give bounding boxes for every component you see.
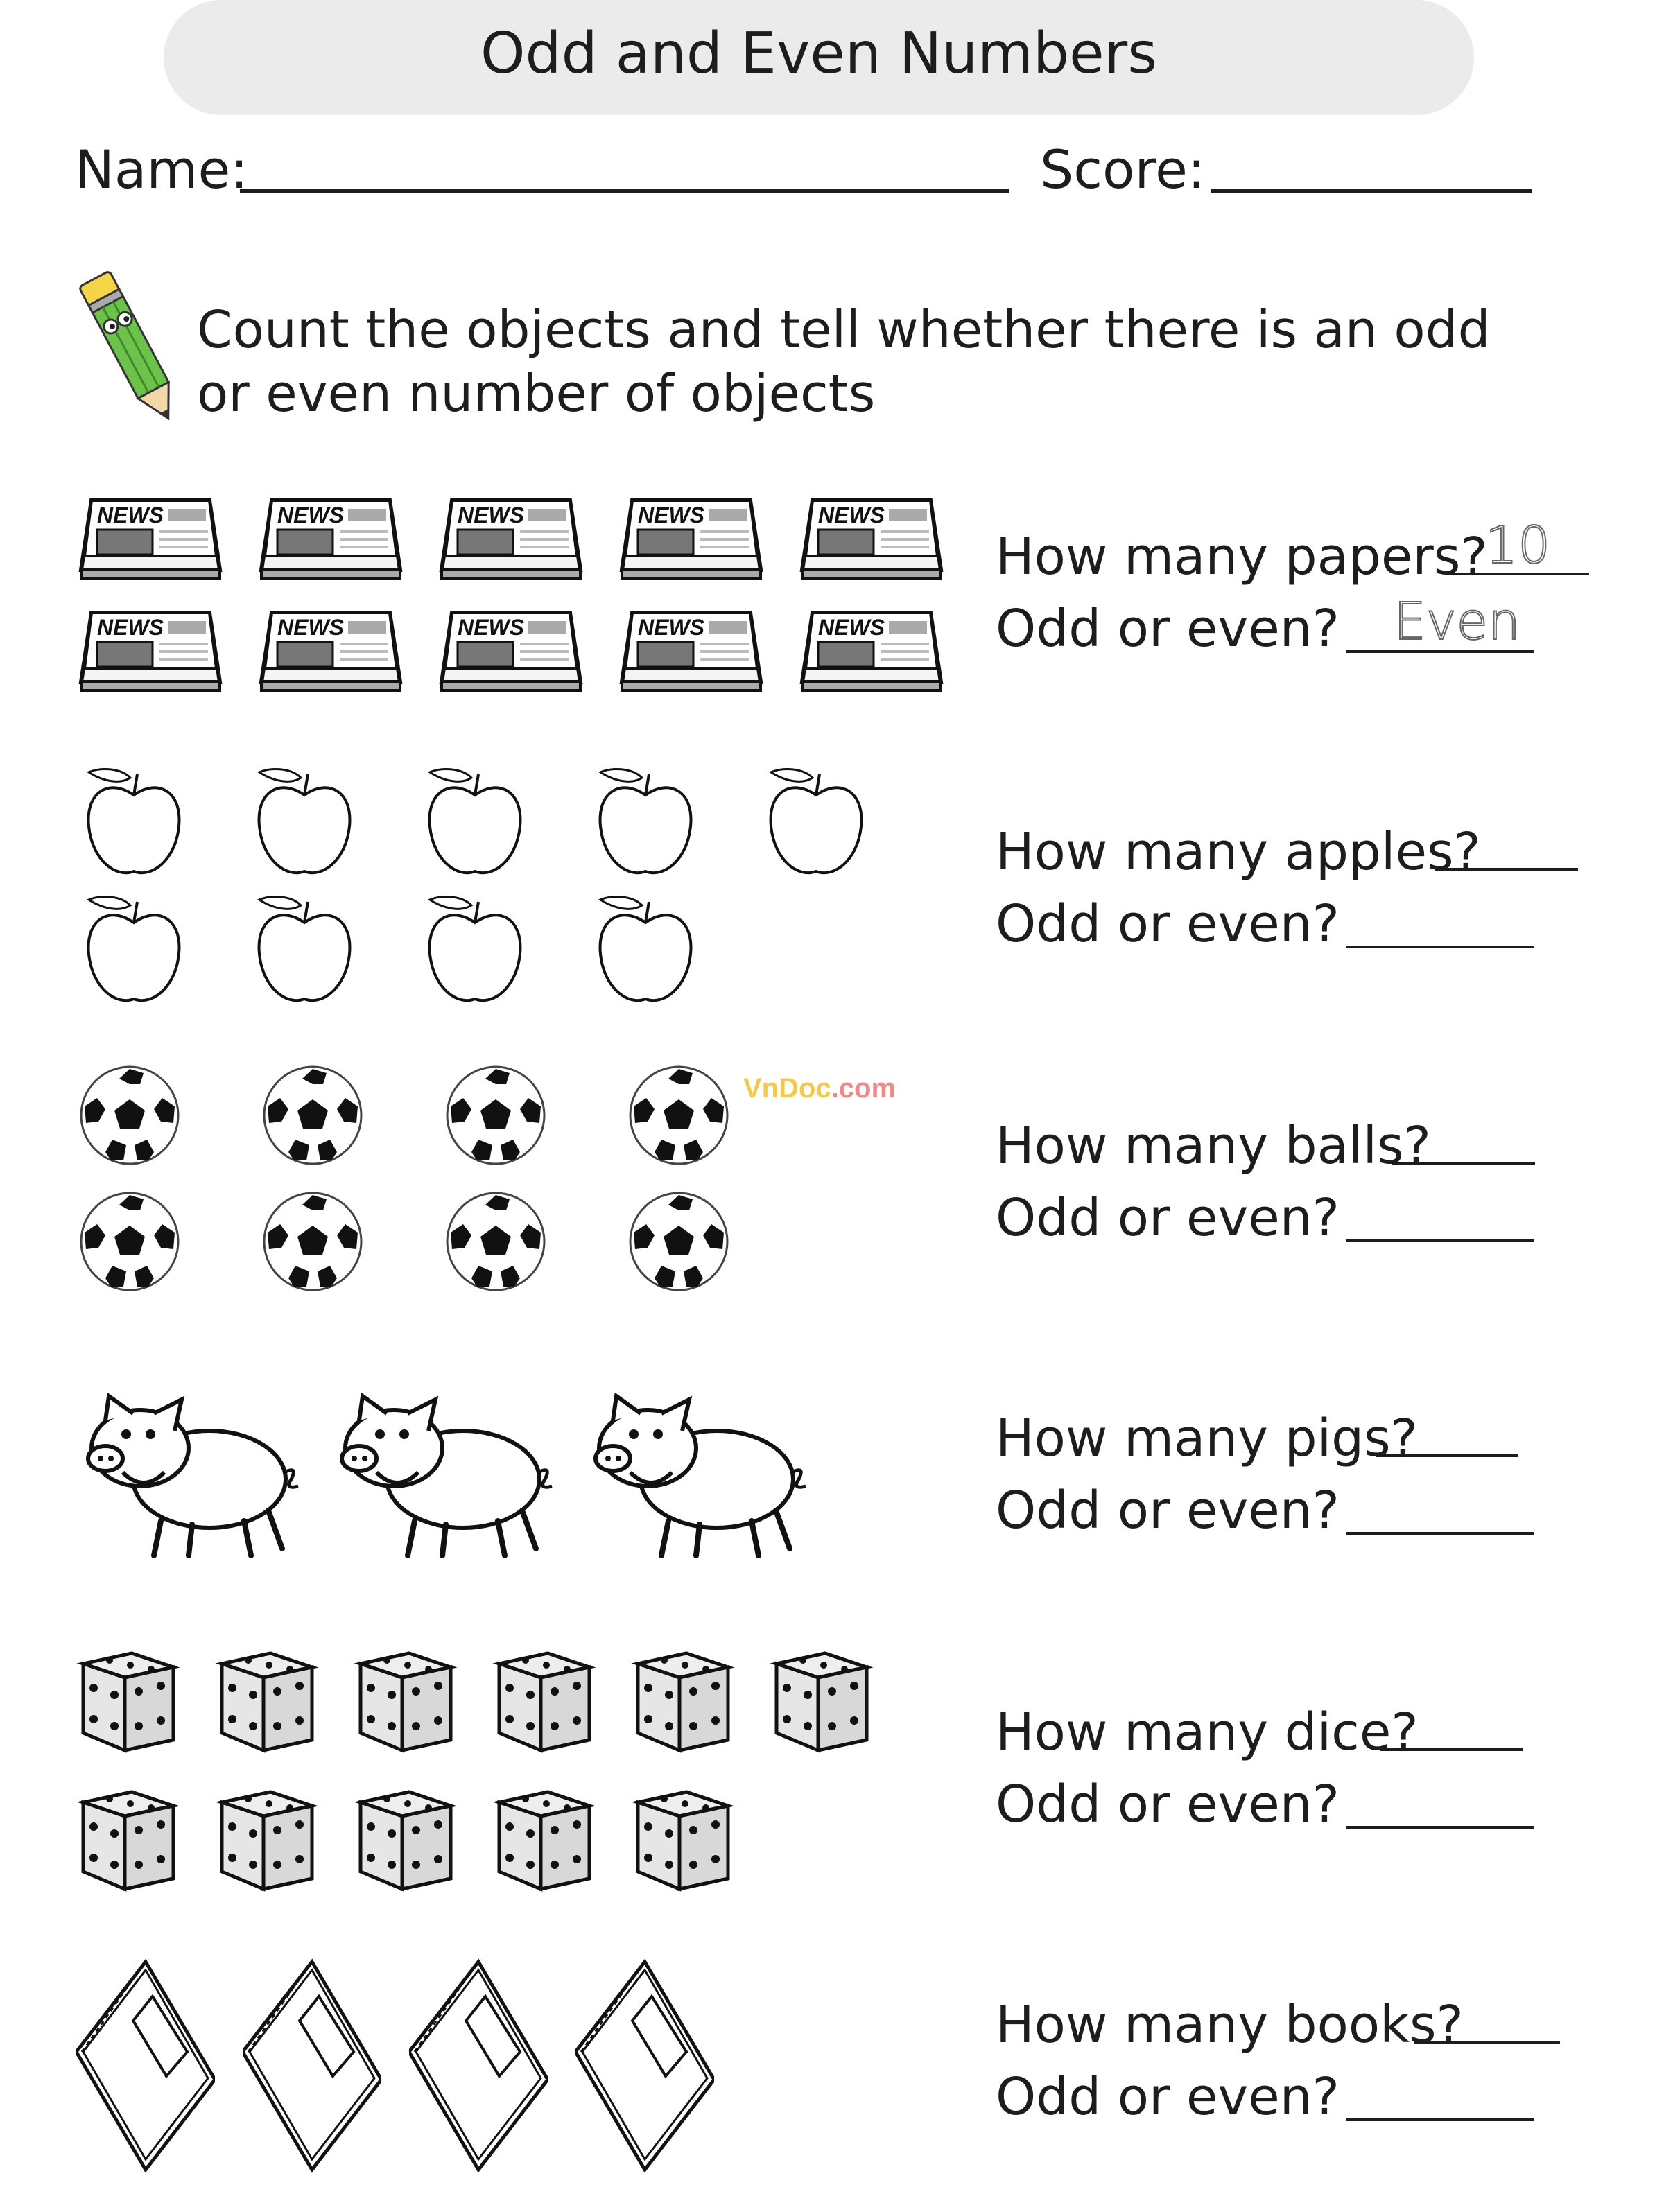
odd-even-question-apple: Odd or even? [996, 894, 1340, 954]
count-answer-line-apple[interactable] [1435, 868, 1578, 871]
watermark [743, 1073, 896, 1104]
odd-even-question-paper: Odd or even? [996, 599, 1340, 659]
count-answer-paper[interactable]: 10 [1485, 516, 1551, 575]
soccer-ball-icon [78, 1190, 182, 1294]
apple-icon [593, 764, 697, 882]
dice-icon [76, 1636, 180, 1754]
odd-even-question-die: Odd or even? [996, 1775, 1340, 1834]
newspaper-icon [799, 494, 944, 584]
dice-icon [354, 1775, 458, 1892]
newspaper-icon [799, 606, 944, 696]
dice-icon [215, 1775, 319, 1892]
odd-even-question-book: Odd or even? [996, 2067, 1340, 2127]
count-answer-line-die[interactable] [1380, 1748, 1523, 1751]
svg-text:NEWS: NEWS [818, 503, 885, 528]
count-question-die: How many dice? [996, 1702, 1419, 1762]
dice-icon [770, 1636, 874, 1754]
count-question-apple: How many apples? [996, 822, 1481, 882]
score-label: Score: [1040, 139, 1206, 200]
count-question-ball: How many balls? [996, 1116, 1431, 1176]
apple-icon [593, 891, 697, 1009]
apple-icon [252, 764, 356, 882]
odd-even-question-pig: Odd or even? [996, 1481, 1340, 1540]
newspaper-icon [258, 606, 404, 696]
pig-icon [78, 1382, 300, 1562]
odd-even-answer-paper[interactable]: Even [1394, 592, 1520, 652]
notebook-icon [409, 1955, 548, 2177]
apple-icon [82, 764, 186, 882]
svg-text:NEWS: NEWS [277, 615, 344, 640]
watermark-part-2: .com [831, 1073, 896, 1104]
odd-even-answer-line-ball[interactable] [1346, 1239, 1534, 1242]
dice-icon [215, 1636, 319, 1754]
soccer-ball-icon [444, 1063, 548, 1167]
soccer-ball-icon [261, 1063, 365, 1167]
soccer-ball-icon [627, 1063, 731, 1167]
newspaper-icon [438, 494, 584, 584]
svg-text:NEWS: NEWS [458, 615, 524, 640]
svg-text:NEWS: NEWS [458, 503, 524, 528]
svg-text:NEWS: NEWS [277, 503, 344, 528]
notebook-icon [76, 1955, 215, 2177]
count-answer-line-book[interactable] [1414, 2041, 1560, 2044]
newspaper-icon [618, 494, 764, 584]
svg-text:NEWS: NEWS [97, 503, 164, 528]
pig-icon [331, 1382, 553, 1562]
dice-icon [354, 1636, 458, 1754]
instructions-text: Count the objects and tell whether there is an odd or even number of objects [197, 300, 1491, 424]
apple-icon [82, 891, 186, 1009]
apple-icon [252, 891, 356, 1009]
apple-icon [423, 891, 527, 1009]
odd-even-answer-line-book[interactable] [1346, 2118, 1534, 2121]
score-input-line[interactable] [1211, 189, 1532, 193]
odd-even-answer-line-die[interactable] [1346, 1826, 1534, 1829]
newspaper-icon [438, 606, 584, 696]
apple-icon [423, 764, 527, 882]
odd-even-question-ball: Odd or even? [996, 1188, 1340, 1248]
pig-icon [585, 1382, 807, 1562]
svg-text:NEWS: NEWS [638, 503, 704, 528]
watermark-part-1: VnDoc [743, 1073, 831, 1104]
newspaper-icon [618, 606, 764, 696]
newspaper-icon [258, 494, 404, 584]
pencil-mascot-icon [69, 256, 187, 430]
soccer-ball-icon [261, 1190, 365, 1294]
dice-icon [492, 1636, 596, 1754]
odd-even-answer-line-pig[interactable] [1346, 1532, 1534, 1535]
page-title: Odd and Even Numbers [480, 21, 1157, 87]
name-label: Name: [75, 139, 248, 200]
count-answer-line-ball[interactable] [1392, 1162, 1535, 1165]
count-question-pig: How many pigs? [996, 1409, 1418, 1468]
count-answer-line-pig[interactable] [1376, 1454, 1518, 1457]
dice-icon [492, 1775, 596, 1892]
svg-text:NEWS: NEWS [638, 615, 704, 640]
odd-even-answer-line-apple[interactable] [1346, 946, 1534, 948]
dice-icon [631, 1636, 735, 1754]
svg-text:NEWS: NEWS [97, 615, 164, 640]
count-question-paper: How many papers? [996, 527, 1488, 586]
notebook-icon [243, 1955, 381, 2177]
soccer-ball-icon [78, 1063, 182, 1167]
apple-icon [764, 764, 868, 882]
title-banner [164, 0, 1474, 115]
newspaper-icon [78, 606, 223, 696]
soccer-ball-icon [444, 1190, 548, 1294]
soccer-ball-icon [627, 1190, 731, 1294]
notebook-icon [575, 1955, 714, 2177]
name-input-line[interactable] [240, 189, 1009, 193]
svg-text:NEWS: NEWS [818, 615, 885, 640]
count-question-book: How many books? [996, 1995, 1464, 2055]
dice-icon [631, 1775, 735, 1892]
newspaper-icon [78, 494, 223, 584]
dice-icon [76, 1775, 180, 1892]
